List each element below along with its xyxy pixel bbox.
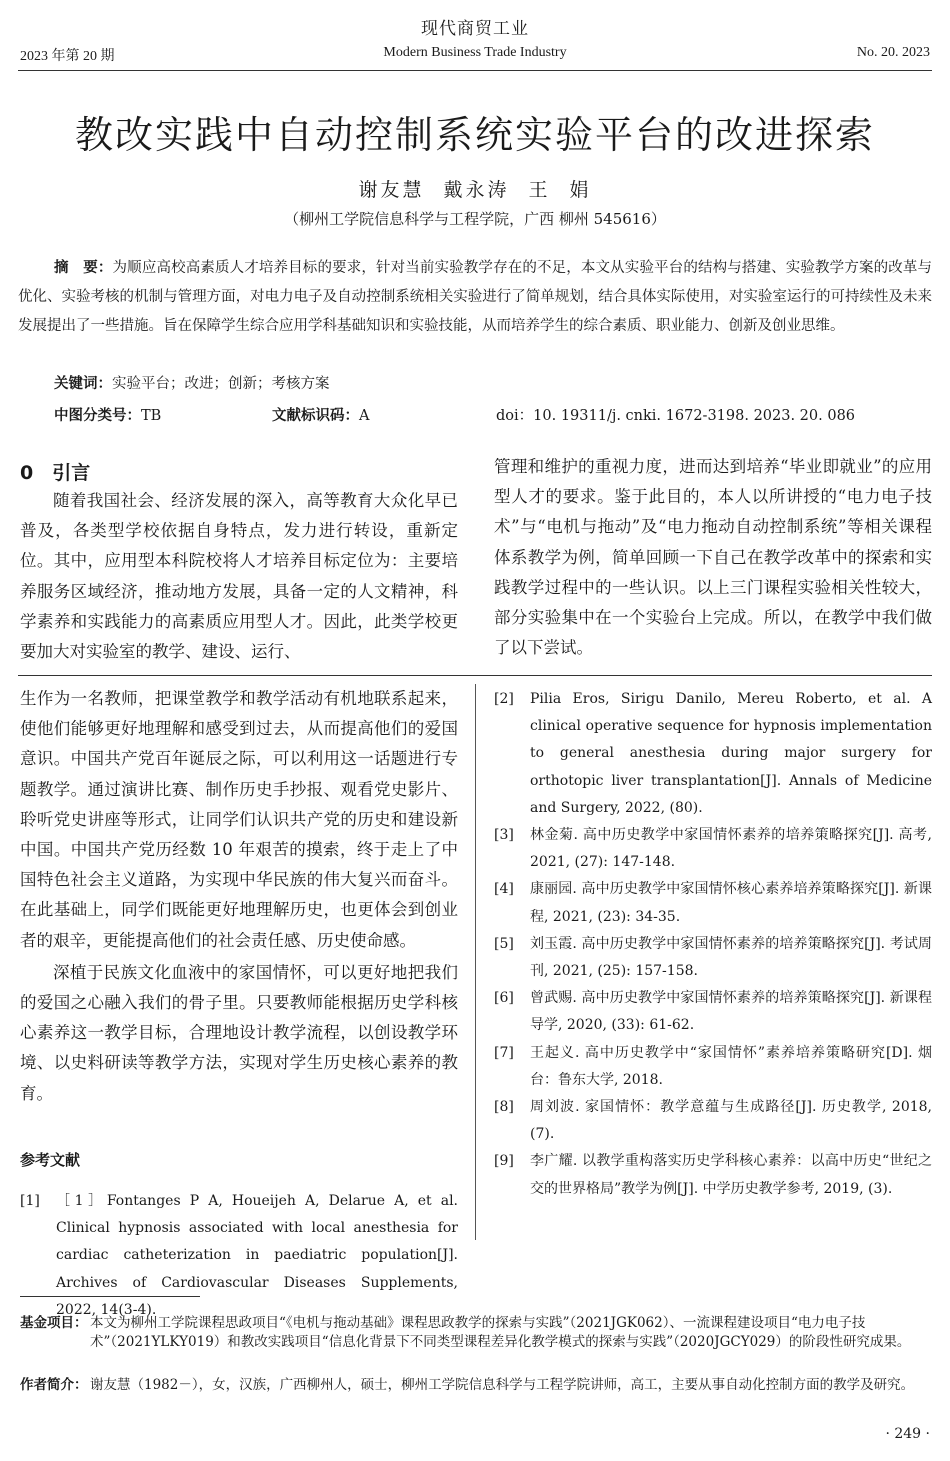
document-code: [272, 404, 369, 425]
affiliation: （柳州工学院信息科学与工程学院，广西 柳州 545616）: [284, 210, 666, 228]
journal-title-en: Modern Business Trade Industry: [383, 45, 567, 60]
reference-number: [7]: [494, 1044, 514, 1061]
journal-title-cn: 现代商贸工业: [421, 19, 529, 39]
clc-value: TB: [141, 408, 162, 424]
author-bio-label: 作者简介：: [20, 1377, 88, 1393]
doc-code-label: 文献标识码：: [272, 408, 359, 424]
author-bio-text: 谢友慧（1982－），女，汉族，广西柳州人，硕士，柳州工学院信息科学与工程学院讲师，高工，主要从事自动化控制方面的教学及研究。: [90, 1377, 915, 1393]
reference-text: 王起义. 高中历史教学中“家国情怀”素养培养策略研究[D]. 烟台：鲁东大学, 2018.: [530, 1044, 932, 1088]
reference-item: [494, 985, 932, 1039]
keywords-text: 实验平台；改进；创新；考核方案: [112, 376, 330, 392]
reference-number: [5]: [494, 935, 514, 952]
reference-text: 周刘波. 家国情怀：教学意蕴与生成路径[J]. 历史教学, 2018, (7).: [530, 1099, 932, 1143]
reference-item: [494, 876, 932, 930]
reference-item: [494, 1148, 932, 1202]
body-paragraph-2: 深植于民族文化血液中的家国情怀，可以更好地把我们的爱国之心融入我们的骨子里。只要教师能根据历史学科核心素养这一教学目标，合理地设计教学流程，以创设教学环境、以史料研读等教学方法，实现对学生历史核心素养的教育。: [20, 962, 458, 1103]
doc-code-value: A: [359, 408, 370, 424]
issue-cn: 2023 年第 20 期: [20, 49, 115, 64]
reference-text: 曾武赐. 高中历史教学中家国情怀素养的培养策略探究[J]. 新课程导学, 2020, (33): 61-62.: [530, 990, 932, 1034]
funding-note: [20, 1314, 932, 1352]
clc-label: 中图分类号：: [54, 408, 141, 424]
reference-item: [494, 1040, 932, 1094]
references-heading: 参考文献: [20, 1151, 81, 1169]
reference-number: [4]: [494, 881, 514, 898]
reference-item: [494, 822, 932, 876]
reference-number: [1]: [20, 1193, 40, 1209]
reference-item: [494, 931, 932, 985]
reference-number: [9]: [494, 1153, 514, 1170]
header-rule: [18, 70, 932, 71]
funding-text: 本文为柳州工学院课程思政项目“《电机与拖动基础》课程思政教学的探索与实践”（2021JGK062）、一流课程建设项目“电力电子技术”（2021YLKY019）和教改实践项目“信息化背景下不同类型课程差异化教学模式的探索与实践”（2020JGCY029）的阶段性研究成果。: [90, 1315, 911, 1350]
reference-text: 刘玉霞. 高中历史教学中家国情怀素养的培养策略探究[J]. 考试周刊, 2021, (25): 157-158.: [530, 935, 932, 980]
reference-list-right: [494, 686, 932, 1203]
intro-paragraph-right: 管理和维护的重视力度，进而达到培养“毕业即就业”的应用型人才的要求。鉴于此目的，本人以所讲授的“电力电子技术”与“电机与拖动”及“电力拖动自动控制系统”等相关课程体系教学为例，简单回顾一下自己在教学改革中的探索和实践教学过程中的一些认识。以上三门课程实验相关性较大，部分实验集中在一个实验台上完成。所以，在教学中我们做了以下尝试。: [494, 457, 932, 658]
reference-number: [3]: [494, 827, 514, 844]
page-number: · 249 ·: [885, 1426, 930, 1442]
abstract-label: 摘 要：: [54, 260, 113, 276]
lower-left-column: [20, 684, 458, 1109]
doi: doi：10. 19311/j. cnki. 1672-3198. 2023. 20. 086: [496, 408, 856, 424]
reference-text: 李广耀. 以教学重构落实历史学科核心素养：以高中历史“世纪之交的世界格局”教学为例[J]. 中学历史教学参考, 2019, (3).: [530, 1153, 932, 1197]
reference-number: [2]: [494, 691, 514, 707]
section-separator: [18, 675, 932, 676]
section-heading: 0 引言: [20, 462, 91, 484]
intro-paragraph-left: 随着我国社会、经济发展的深入，高等教育大众化早已普及，各类型学校依据自身特点，发力进行转设，重新定位。其中，应用型本科院校将人才培养目标定位为：主要培养服务区域经济，推动地方发展，具备一定的人文精神，科学素养和实践能力的高素质应用型人才。因此，此类学校更要加大对实验室的教学、建设、运行、: [20, 491, 458, 662]
article-title: 教改实践中自动控制系统实验平台的改进探索: [74, 113, 875, 157]
reference-text: 康丽园. 高中历史教学中家国情怀核心素养培养策略探究[J]. 新课程, 2021, (23): 34-35.: [530, 881, 932, 925]
reference-text: Pilia Eros, Sirigu Danilo, Mereu Roberto, et al. A clinical operative sequence for hypnosis implementation to general anesthesia during major surgery for orthotopic liver transplantation[J]. Annals of Medicine and Surgery, 2022, (80).: [530, 691, 932, 816]
keywords: [54, 372, 330, 393]
reference-number: [8]: [494, 1099, 514, 1116]
reference-text: ［1］Fontanges P A, Houeijeh A, Delarue A, et al. Clinical hypnosis associated with local anesthesia for cardiac catheterization in paediatric population[J]. Archives of Cardiovascular Diseases Supplements, 2022, 14(3-4).: [56, 1193, 458, 1318]
clc-number: [54, 404, 161, 425]
abstract: [18, 254, 932, 341]
abstract-text: 为顺应高校高素质人才培养目标的要求，针对当前实验教学存在的不足，本文从实验平台的结构与搭建、实验教学方案的改革与优化、实验考核的机制与管理方面，对电力电子及自动控制系统相关实验进行了简单规划，结合具体实际使用，对实验室运行的可持续性及未来发展提出了一些措施。旨在保障学生综合应用学科基础知识和实验技能，从而培养学生的综合素质、职业能力、创新及创业思维。: [18, 260, 932, 334]
author-bio: [20, 1376, 932, 1395]
keywords-label: 关键词：: [54, 376, 112, 392]
funding-label: 基金项目：: [20, 1315, 88, 1331]
footnote-rule: [20, 1296, 200, 1297]
reference-item: [494, 1094, 932, 1148]
reference-item: [20, 1188, 458, 1324]
reference-item: [494, 686, 932, 822]
authors: 谢友慧 戴永涛 王 娟: [358, 179, 592, 201]
intro-right-column: [494, 452, 932, 663]
intro-left-column: [20, 486, 458, 667]
reference-text: 林金菊. 高中历史教学中家国情怀素养的培养策略探究[J]. 高考, 2021, (27): 147-148.: [530, 827, 932, 871]
reference-number: [6]: [494, 990, 514, 1007]
body-paragraph-1: 生作为一名教师，把课堂教学和教学活动有机地联系起来，使他们能够更好地理解和感受到过去，从而提高他们的爱国意识。中国共产党百年诞辰之际，可以利用这一话题进行专题教学。通过演讲比赛、制作历史手抄报、观看党史影片、聆听党史讲座等形式，让同学们认识共产党的历史和建设新中国。中国共产党历经数 10 年艰苦的摸索，终于走上了中国特色社会主义道路，为实现中华民族的伟大复兴而奋斗。在此基础上，同学们既能更好地理解历史，也更体会到创业者的艰辛，更能提高他们的社会责任感、历史使命感。: [20, 689, 458, 950]
reference-list-left: [20, 1188, 458, 1324]
column-divider: [475, 684, 476, 1240]
issue-en: No. 20. 2023: [856, 45, 930, 60]
